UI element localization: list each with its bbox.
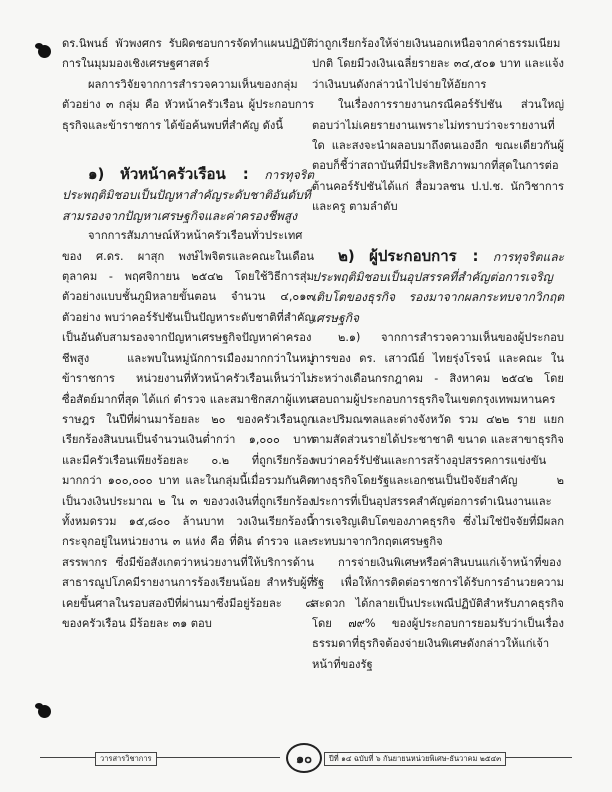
section-1-body: จากการสัมภาษณ์หัวหน้าครัวเรือนทั่วประเทศของ ศ.ดร. ผาสุก พงษ์ไพจิตรและคณะในเดือนตุลาคม - พฤศจิกายน ๒๕๔๒ โดยใช้วิธีการสุ่มตัวอย่างแบบชั้นภูมิหลายขั้นตอน จำนวน ๔,๐๑๓ ตัวอย่าง พบว่าคอร์รัปชันเป็นปัญหาระดับชาติที่สำคัญเป็นอันดับสามรองจากปัญหาเศรษฐกิจปัญหาค่าครองชีพสูง และพบในหมู่นักการเมืองมากกว่าในหมู่ข้าราชการ หน่วยงานที่หัวหน้าครัวเรือนเห็นว่าไม่ซื่อสัตย์มากที่สุด ได้แก่ ตำรวจ และสมาชิกสภาผู้แทนราษฎร ในปีที่ผ่านมาร้อยละ ๒๐ ของครัวเรือนถูกเรียกร้องสินบนเป็นจำนวนเงินต่ำกว่า ๑,๐๐๐ บาท และมีครัวเรือนเพียงร้อยละ ๐.๒ ที่ถูกเรียกร้องมากกว่า ๑๐๐,๐๐๐ บาท และในกลุ่มนี้เมื่อรวมกันคิดเป็นวงเงินประมาณ ๒ ใน ๓ ของวงเงินที่ถูกเรียกร้องทั้งหมดรวม ๑๕,๘๐๐ ล้านบาท วงเงินเรียกร้องนี้กระจุกอยู่ในหน่วยงาน ๓ แห่ง คือ ที่ดิน ตำรวจ และสรรพากร ซึ่งมีข้อสังเกตว่าหน่วยงานที่ให้บริการด้านสาธารณูปโภคมีรายงานการร้องเรียนน้อย สำหรับผู้ที่เคยขึ้นศาลในรอบสองปีที่ผ่านมาซึ่งมีอยู่ร้อยละ ๘ ของครัวเรือน มีร้อยละ ๓๑ ตอบ bbox=[62, 229, 314, 630]
page-number: ๑๐ bbox=[286, 743, 322, 773]
continued-paragraph: ว่าถูกเรียกร้องให้จ่ายเงินนอกเหนือจากค่าธรรมเนียมปกติ โดยมีวงเงินเฉลี่ยรายละ ๓๔,๕๐๑ บาท และแจ้งว่าเงินบนดังกล่าวนำไปจ่ายให้อัยการ bbox=[312, 37, 564, 91]
footer-rule-left bbox=[40, 757, 280, 758]
left-margin-bullet bbox=[38, 45, 51, 58]
left-margin-bullet bbox=[38, 705, 51, 718]
section-2-subtitle: การทุจริตและประพฤติมิชอบเป็นอุปสรรคที่สำคัญต่อการเจริญเติบโตของธุรกิจ รองมาจากผลกระทบจากวิกฤตเศรษฐกิจ bbox=[312, 249, 564, 325]
findings-paragraph: ผลการวิจัยจากการสำรวจความเห็นของกลุ่มตัวอย่าง ๓ กลุ่ม คือ หัวหน้าครัวเรือน ผู้ประกอบการธุรกิจและข้าราชการ ได้ข้อค้นพบที่สำคัญ ดังนี้ bbox=[62, 77, 314, 132]
reporting-paragraph: ในเรื่องการรายงานกรณีคอร์รัปชัน ส่วนใหญ่ตอบว่าไม่เคยรายงานเพราะไม่ทราบว่าจะรายงานที่ใด และสงจะนำผลอบมาถึงตนเองอีก ขณะเดียวกันผู้ตอบก็ชี้ว่าสถาบันที่มีประสิทธิภาพมากที่สุดในการต่อต้านคอร์รัปชันได้แก่ สื่อมวลชน ป.ป.ช. นักวิชาการ และครู ตามลำดับ bbox=[312, 98, 564, 214]
section-1-subtitle: การทุจริตประพฤติมิชอบเป็นปัญหาสำคัญระดับชาติอันดับที่สามรองจากปัญหาเศรษฐกิจและค่าครองชีพสูง bbox=[62, 168, 314, 223]
section-2-number: ๒) bbox=[338, 246, 355, 265]
section-2-heading bbox=[312, 246, 564, 329]
bribery-paragraph: การจ่ายเงินพิเศษหรือค่าสินบนแก่เจ้าหน้าที่ของรัฐ เพื่อให้การติดต่อราชการได้รับการอำนวยความสะดวก ได้กลายเป็นประเพณีปฏิบัติสำหรับภาคธุรกิจ โดย ๗๙% ของผู้ประกอบการยอมรับว่าเป็นเรื่องธรรมดาที่ธุรกิจต้องจ่ายเงินพิเศษดังกล่าวให้แก่เจ้าหน้าที่ของรัฐ bbox=[312, 555, 564, 671]
section-1-heading bbox=[62, 164, 314, 226]
left-column bbox=[62, 34, 314, 634]
intro-paragraph: ดร.นิพนธ์ พัวพงศกร รับผิดชอบการจัดทำแผนปฏิบัติการในมุมมองเชิงเศรษฐศาสตร์ bbox=[62, 37, 314, 71]
section-1-title: หัวหน้าครัวเรือน : bbox=[119, 165, 249, 184]
right-column bbox=[312, 34, 564, 675]
issue-info: ปีที่ ๑๔ ฉบับที่ ๖ กันยายนหน่วยพิเศษ-ธันวาคม ๒๕๔๓ bbox=[324, 752, 506, 766]
section-1-number: ๑) bbox=[88, 165, 105, 184]
section-2-title: ผู้ประกอบการ : bbox=[369, 246, 479, 265]
section-2-1-body: ๒.๑) จากการสำรวจความเห็นของผู้ประกอบการของ ดร. เสาวณีย์ ไทยรุ่งโรจน์ และคณะ ในระหว่างเดือนกรกฎาคม - สิงหาคม ๒๕๔๒ โดยสอบถามผู้ประกอบการธุรกิจในเขตกรุงเทพมหานครและปริมณฑลและต่างจังหวัด รวม ๔๒๒ ราย แยกตามสัดส่วนรายได้ประชาชาติ ขนาด และสาขาธุรกิจ พบว่าคอร์รัปชันและการสร้างอุปสรรคการแข่งขันทางธุรกิจโดยรัฐและเอกชนเป็นปัจจัยสำคัญ ๒ ประการที่เป็นอุปสรรคสำคัญต่อการดำเนินงานและการเจริญเติบโตของภาคธุรกิจ ซึ่งไม่ใช่ปัจจัยที่มีผลกระทบมาจากวิกฤตเศรษฐกิจ bbox=[312, 331, 564, 549]
page-footer bbox=[0, 743, 612, 773]
journal-name: วารสารวิชาการ bbox=[95, 752, 157, 766]
